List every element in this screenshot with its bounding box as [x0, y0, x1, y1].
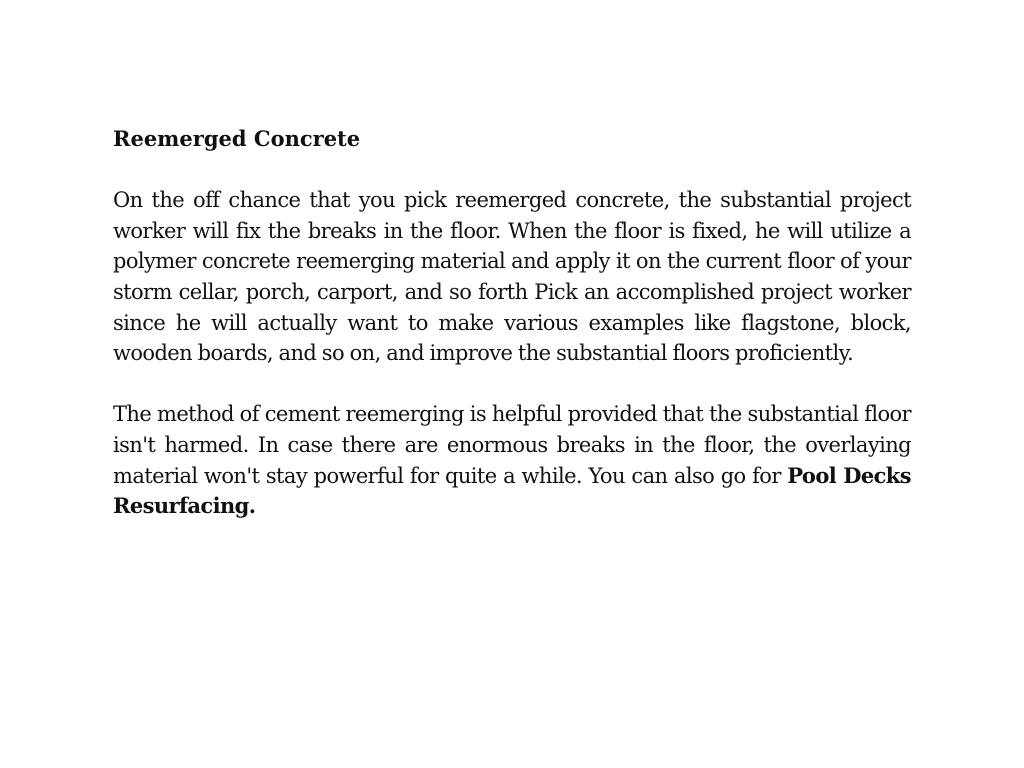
text-content	[113, 124, 911, 522]
section-heading: Reemerged Concrete	[113, 126, 361, 151]
pool-decks-resurfacing-link[interactable]: Pool Decks Resurfacing.	[113, 462, 911, 519]
paragraph-2	[113, 399, 911, 521]
paragraph-1: On the off chance that you pick reemerged concrete, the substantial project worker will fix the breaks in the floor. When the floor is fixed, he will utilize a polymer concrete reemerging material and apply it on the current floor of your storm cellar, porch, carport, and so forth Pick an accomplished project worker since he will actually want to make various examples like flagstone, block, wooden boards, and so on, and improve the substantial floors proficiently.	[113, 188, 911, 366]
paragraph-2-text: The method of cement reemerging is helpful provided that the substantial floor isn't harmed. In case there are enormous breaks in the floor, the overlaying material won't stay powerful for quite a while. You can also go for	[113, 402, 911, 488]
